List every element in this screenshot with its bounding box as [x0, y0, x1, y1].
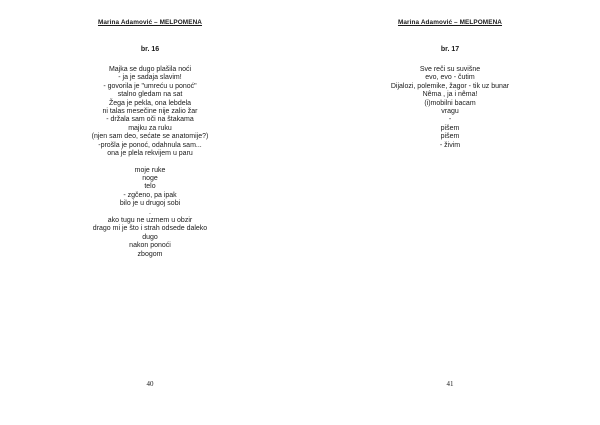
poem-line: vragu [441, 107, 459, 115]
poem-line: - govorila je "umreću u ponoć" [103, 82, 197, 90]
poem-body [300, 66, 600, 150]
poem-line: - [448, 116, 452, 124]
poem-line: telo [144, 183, 156, 191]
poem-line: -prošla je ponoć, odahnula sam... [98, 141, 202, 149]
poem-title: br. 17 [440, 46, 460, 53]
stanza-break [0, 158, 300, 166]
poem-line: (njen sam deo, sećate se anatomije?) [91, 133, 209, 141]
poem-line: Majka se dugo plašila noći [108, 66, 192, 73]
poem-line: - držala sam oči na štakama [106, 116, 194, 124]
right-page [300, 0, 600, 425]
poem-line: pišem [440, 124, 460, 132]
poem-line: ako tugu ne uzmem u obzir [107, 217, 193, 225]
poem-line: Žega je pekla, ona lebdela [108, 99, 192, 107]
poem-title: br. 16 [140, 46, 160, 53]
poem-line: pišem [440, 133, 460, 141]
poem-line: dugo [142, 233, 158, 241]
poem-line: ona je plela rekvijem u paru [107, 149, 193, 157]
poem-line: Nêma , ja i nêma! [422, 91, 478, 99]
running-header: Marina Adamović – MELPOMENA [97, 19, 203, 26]
running-header: Marina Adamović – MELPOMENA [397, 19, 503, 26]
poem-line: noge [142, 175, 158, 183]
poem-line: - ja je sadaja slavim! [118, 74, 182, 82]
page-number: 40 [146, 380, 154, 388]
poem-line: (i)mobilni bacam [424, 99, 476, 107]
poem-line: evo, evo - čutim [425, 74, 475, 82]
poem-line: majku za ruku [128, 124, 172, 132]
poem-line: moje ruke [134, 166, 166, 174]
poem-line: - živim [439, 141, 461, 149]
poem-line: nakon ponoći [129, 242, 171, 250]
poem-line: stalno gledam na sat [117, 91, 183, 99]
poem-line: - zgčeno, pa ipak [123, 191, 177, 199]
poem-line: Sve reči su suvišne [419, 66, 481, 73]
poem-line: Dijalozi, polemike, žagor - tik uz bunar [390, 82, 510, 90]
page-number: 41 [446, 380, 454, 388]
poem-line: . [149, 208, 151, 216]
poem-line: ni talas mesečine nije zalio žar [102, 107, 198, 115]
poem-line: drago mi je što i strah odsede daleko [92, 225, 208, 233]
poem-body [0, 66, 300, 259]
poem-line: zbogom [137, 250, 163, 258]
poem-line: bilo je u drugoj sobi [119, 200, 181, 208]
